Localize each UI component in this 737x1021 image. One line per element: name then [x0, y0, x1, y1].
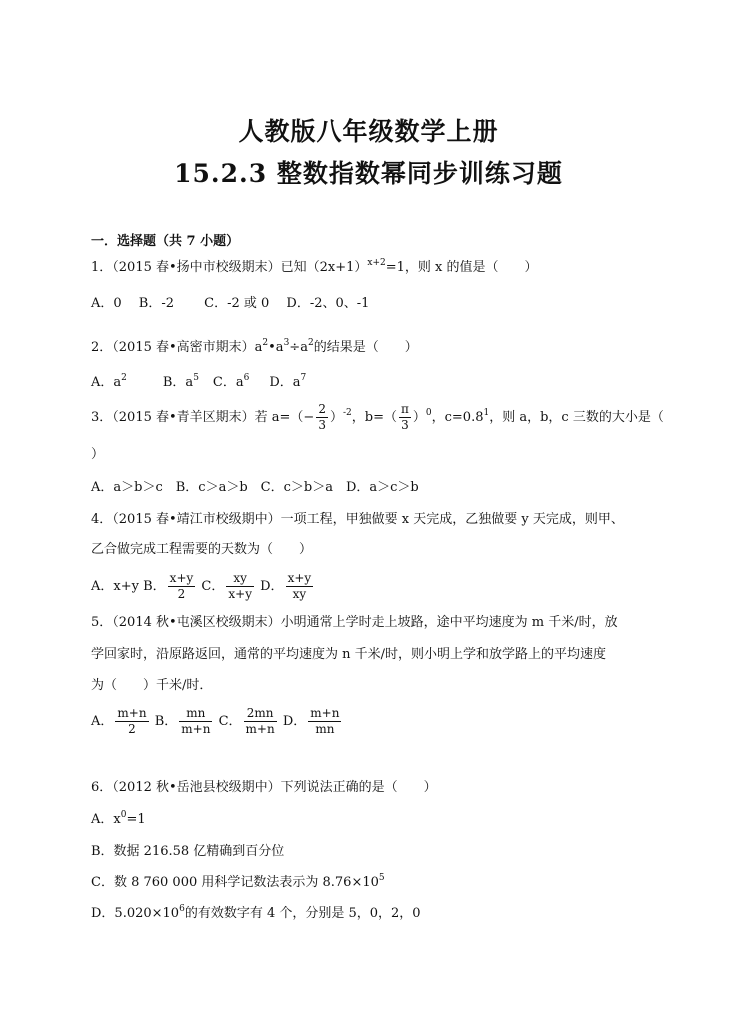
q4-option-b: B．	[143, 579, 166, 594]
q2-option-a: A．a	[91, 375, 122, 390]
q2-mid-1: •a	[268, 340, 284, 355]
q5-option-b-denominator: m+n	[181, 722, 211, 736]
q6-option-d-exp: 6	[179, 904, 185, 914]
q2-exp-1: 2	[262, 338, 269, 348]
question-1	[91, 259, 538, 278]
q6-option-a-end: =1	[126, 812, 146, 827]
q6-option-a-text: A．x	[91, 812, 121, 827]
q2-option-a-exp: 2	[121, 373, 127, 383]
q2-exp-2: 3	[283, 338, 290, 348]
q5-option-b-fraction	[179, 706, 212, 737]
question-4-line-2: 乙合做完成工程需要的天数为（ ）	[91, 542, 313, 557]
q5-option-c-denominator: m+n	[245, 722, 275, 736]
q3-stem-a: 3．（2015 春•青羊区期末）若 a=（−	[91, 410, 315, 425]
q5-option-a-denominator: 2	[128, 722, 136, 736]
question-4-options	[91, 570, 315, 604]
q3-fraction-2-denominator: 3	[401, 418, 409, 432]
q3-stem-e: ，c=0.8	[431, 410, 484, 425]
q4-option-d-numerator: x+y	[287, 571, 312, 585]
q5-option-b: B．	[154, 714, 178, 729]
q4-option-d: D．	[260, 579, 284, 594]
q2-option-c-exp: 6	[243, 373, 250, 383]
question-3-options: A．a＞b＞c B．c＞a＞b C．c＞b＞a D．a＞c＞b	[91, 480, 419, 495]
q5-option-d-numerator: m+n	[310, 706, 340, 720]
question-5-line-2: 学回家时，沿原路返回，通常的平均速度为 n 千米/时，则小明上学和放学路上的平均速度	[91, 647, 607, 662]
question-6: 6．（2012 秋•岳池县校级期中）下列说法正确的是（ ）	[91, 780, 437, 795]
q2-option-b: B．a	[162, 375, 194, 390]
q3-stem-d: ）	[412, 410, 426, 425]
q5-option-c: C．	[218, 714, 242, 729]
question-6-option-a	[91, 811, 146, 830]
q5-option-a: A．	[91, 714, 114, 729]
question-5-options	[91, 705, 343, 739]
q4-option-c: C．	[201, 579, 225, 594]
question-2-options	[91, 374, 306, 393]
q5-option-c-fraction	[244, 706, 277, 737]
question-6-option-b: B．数据 216.58 亿精确到百分位	[91, 844, 285, 859]
page-title-line2: 15.2.3 整数指数幂同步训练习题	[174, 159, 563, 188]
question-2	[91, 339, 418, 358]
q4-option-c-numerator: xy	[226, 571, 254, 587]
q3-stem-b: ）	[329, 410, 343, 425]
q4-option-b-denominator: 2	[177, 587, 186, 601]
q6-option-a-exp: 0	[120, 810, 127, 820]
q4-option-b-fraction	[168, 571, 196, 602]
q5-option-d-denominator: mn	[315, 722, 335, 736]
q1-exponent: x+2	[367, 258, 386, 268]
q4-option-a: A．x+y	[91, 579, 139, 594]
q5-option-a-numerator: m+n	[117, 706, 147, 720]
q3-exp-1: -2	[342, 408, 352, 418]
q2-option-d: D．a	[269, 375, 301, 390]
q3-stem-c: ，b=（	[351, 410, 397, 425]
q4-option-c-denominator: x+y	[228, 587, 252, 601]
question-3-continuation: ）	[91, 447, 105, 462]
question-6-option-c	[91, 874, 385, 893]
q5-option-a-fraction	[115, 706, 148, 737]
q2-stem-a: 2．（2015 春•高密市期末）a	[91, 340, 263, 355]
q1-stem-b: =1，则 x 的值是（ ）	[385, 260, 538, 275]
q3-exp-3: 1	[483, 408, 490, 418]
q2-mid-2: ÷a	[289, 340, 308, 355]
q6-option-c-exp: 5	[378, 873, 385, 883]
q2-stem-b: 的结果是（ ）	[313, 340, 418, 355]
q3-fraction-2-numerator: π	[400, 402, 409, 416]
q5-option-b-numerator: mn	[179, 706, 212, 722]
question-6-option-d	[91, 905, 421, 924]
q2-option-c: C．a	[212, 375, 244, 390]
page-title-line1: 人教版八年级数学上册	[238, 117, 499, 146]
q4-option-d-fraction	[286, 571, 314, 602]
q2-option-b-exp: 5	[193, 373, 199, 383]
q3-fraction-1-denominator: 3	[318, 418, 326, 432]
q5-option-c-numerator: 2mn	[244, 706, 277, 722]
question-5-line-1: 5．（2014 秋•屯溪区校级期末）小明通常上学时走上坡路，途中平均速度为 m 千米/时，放	[91, 615, 618, 630]
q3-exp-2: 0	[425, 408, 432, 418]
question-4-line-1: 4．（2015 春•靖江市校级期中）一项工程，甲独做要 x 天完成，乙独做要 y 天完成，则甲、	[91, 512, 624, 527]
q2-exp-3: 2	[307, 338, 314, 348]
q6-option-d-end: 的有效数字有 4 个，分别是 5，0，2，0	[184, 906, 421, 921]
q4-option-d-denominator: xy	[292, 587, 307, 601]
q3-stem-f: ，则 a，b，c 三数的大小是（	[489, 410, 664, 425]
question-1-options: A．0 B．-2 C．-2 或 0 D．-2、0、-1	[91, 296, 370, 311]
q3-fraction-1	[316, 402, 328, 433]
q3-fraction-1-numerator: 2	[318, 402, 326, 416]
q5-option-d-fraction	[308, 706, 341, 737]
q2-option-d-exp: 7	[300, 373, 307, 383]
q4-option-c-fraction	[226, 571, 254, 602]
section-heading: 一．选择题（共 7 小题）	[91, 234, 240, 249]
q1-stem-a: 1．（2015 春•扬中市校级期末）已知（2x+1）	[91, 260, 368, 275]
q6-option-d-text: D．5.020×10	[91, 906, 180, 921]
q6-option-c-text: C．数 8 760 000 用科学记数法表示为 8.76×10	[91, 875, 379, 890]
question-5-line-3: 为（ ）千米/时．	[91, 678, 213, 693]
q3-fraction-2	[399, 402, 411, 433]
q4-option-b-numerator: x+y	[169, 571, 194, 585]
q5-option-d: D．	[282, 714, 307, 729]
question-3	[91, 401, 664, 436]
